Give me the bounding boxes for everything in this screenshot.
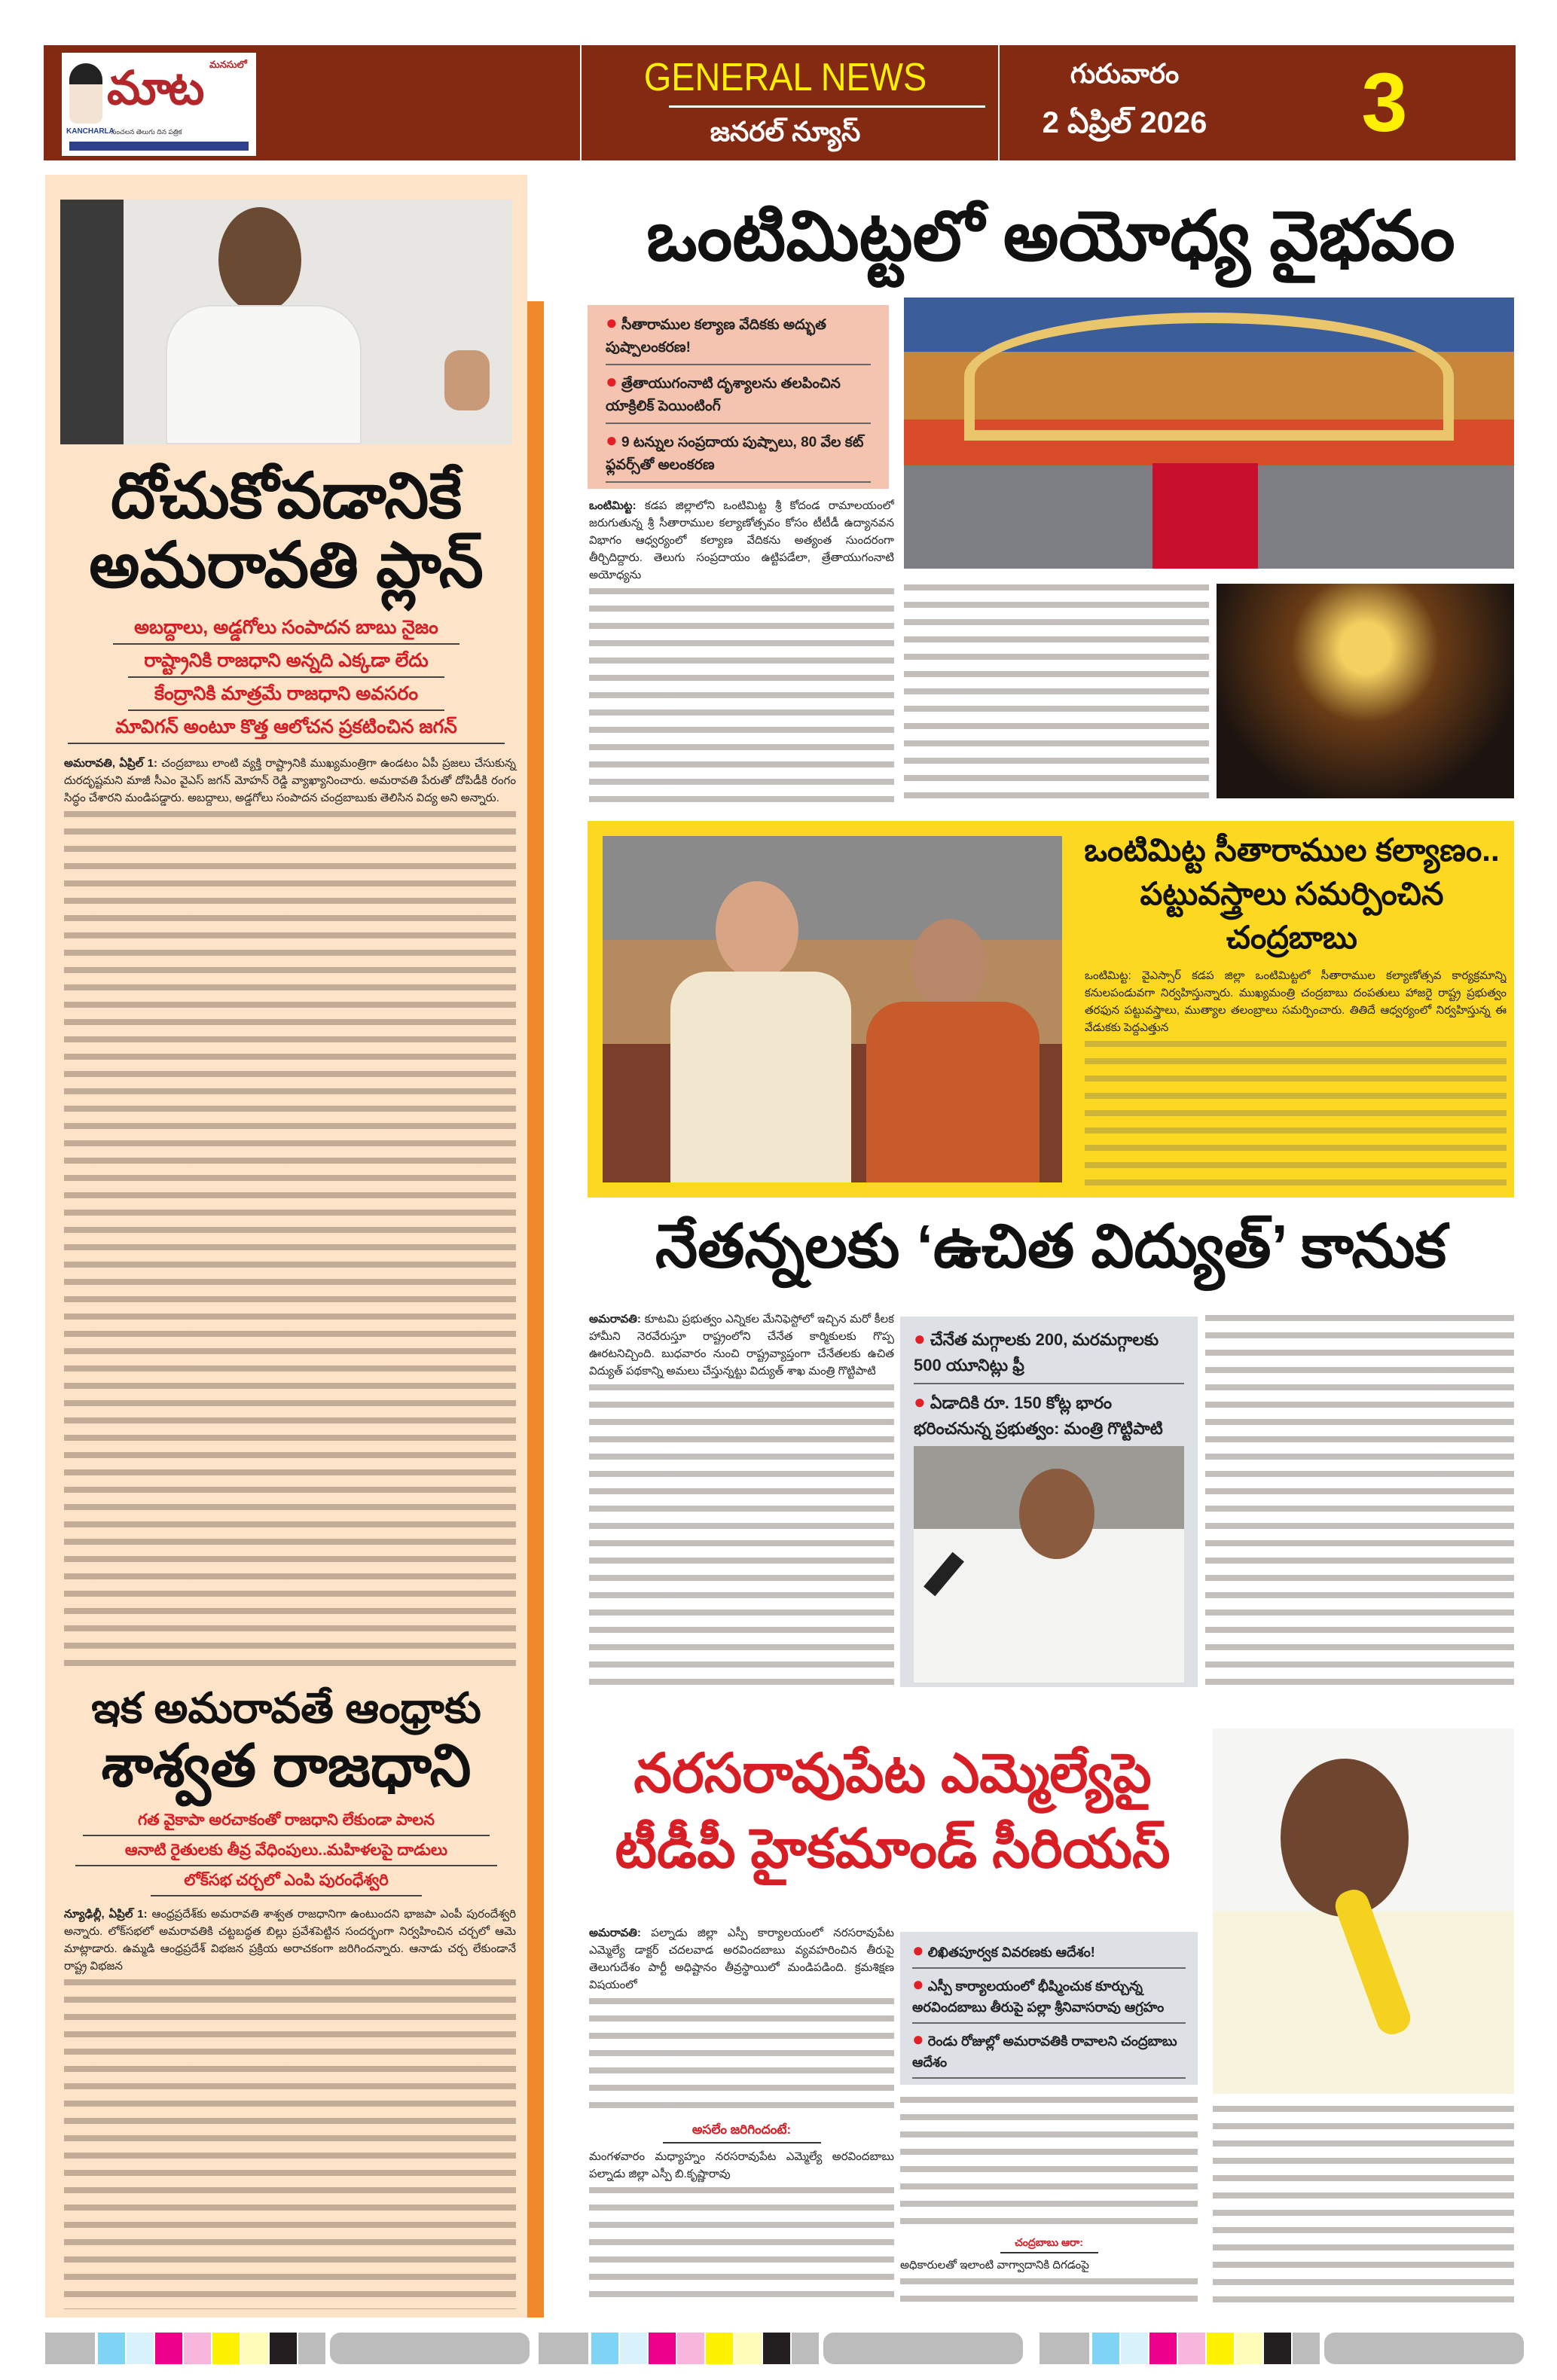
highlight-item	[606, 365, 871, 424]
article-text: మంగళవారం మధ్యాహ్నం నరసరావుపేట ఎమ్మెల్యే అరవిందబాబు పల్నాడు జిల్లా ఎస్పీ బి.కృష్ణారావు	[589, 2150, 894, 2180]
color-swatch	[734, 2333, 762, 2364]
color-swatch	[763, 2333, 790, 2364]
color-swatch	[1293, 2333, 1320, 2364]
yellow-story-column	[1077, 828, 1507, 1190]
highlight-text: ఏడాదికి రూ. 150 కోట్ల భారం భరించనున్న ప్రభుత్వం: మంత్రి గొట్టిపాటి	[914, 1393, 1163, 1438]
color-swatch	[155, 2333, 182, 2364]
article-text: ఆంధ్రప్రదేశ్‌కు అమరావతి శాశ్వత రాజధానిగా ఉంటుందని భాజపా ఎంపీ పురందేశ్వరి అన్నారు. లోక్‌సభలో అమరావతికి చట్టబద్ధత బిల్లు ప్రవేశపెట్టిన సందర్భంగా నిర్వహించిన చర్చలో ఆమె మాట్లాడారు. ఉమ్మడి ఆంధ్రప్రదేశ్ విభజన ప్రక్రియ అరాచకంగా జరిగిందన్నారు. ఆనాడు చర్చ లేకుండానే రాష్ట్ర విభజన	[64, 1908, 517, 1973]
color-swatch	[1121, 2333, 1148, 2364]
color-swatch	[127, 2333, 154, 2364]
subhead: అబద్దాలు, అడ్డగోలు సంపాదన బాబు నైజం	[113, 612, 459, 645]
left-story-1-body	[64, 755, 516, 807]
color-swatch	[98, 2333, 125, 2364]
article-text-lines	[900, 2092, 1198, 2230]
headline-line: ఇక అమరావతే ఆంధ్రాకు	[91, 1684, 481, 1732]
yellow-story-box	[588, 821, 1514, 1198]
color-swatch	[45, 2333, 95, 2364]
article-text: పల్నాడు జిల్లా ఎస్పీ కార్యాలయంలో నరసరావుపేట ఎమ్మెల్యే డాక్టర్ చదలవాడ అరవిందబాబు వ్యవహరించిన తీరుపై తెలుగుదేశం పార్టీ అధిష్టానం తీవ్రస్థాయిలో మండిపడింది. క్రమశిక్షణ విషయంలో	[589, 1927, 894, 1991]
weekday: గురువారం	[1070, 58, 1180, 89]
bullet-icon: ●	[914, 1327, 926, 1350]
article-text: కడప జిల్లాలోని ఒంటిమిట్ట శ్రీ కోదండ రామాలయంలో జరుగుతున్న శ్రీ సీతారాముల కల్యాణోత్సవం కోసం టీటీడీ ఉద్యానవన విభాగం ఆధ్వర్యంలో కల్యాణ వేదికను అత్యంత సుందరంగా తీర్చిదిద్దారు. తెలుగు సంప్రదాయం ఉట్టిపడేలా, త్రేతాయుగంనాటి అయోధ్యను	[589, 499, 894, 581]
color-swatch	[539, 2333, 588, 2364]
section-title-te: జనరల్ న్యూస్	[710, 116, 861, 147]
subhead: కేంద్రానికి మాత్రమే రాజధాని అవసరం	[128, 678, 444, 711]
bullet-icon: ●	[912, 2028, 924, 2050]
weavers-headline[interactable]: నేతన్నలకు ‘ఉచిత విద్యుత్’ కానుక	[655, 1213, 1447, 1280]
color-swatch	[1040, 2333, 1089, 2364]
logo-brand: KANCHARLA	[66, 127, 114, 136]
headline-line: శాశ్వత రాజధాని	[101, 1732, 472, 1799]
color-swatch	[1264, 2333, 1291, 2364]
kalyana-vedika-photo[interactable]	[904, 298, 1514, 569]
color-swatch	[1149, 2333, 1177, 2364]
highlight-item	[912, 1969, 1186, 2024]
article-text-lines	[1085, 1036, 1507, 1190]
divider	[998, 45, 1000, 160]
article-text-lines	[1213, 2101, 1514, 2308]
highlight-item	[912, 2024, 1186, 2079]
article-text-lines	[589, 1380, 894, 1687]
dateline: అమరావతి, ఏప్రిల్ 1:	[64, 757, 158, 770]
highlight-item	[914, 1321, 1184, 1384]
highlight-text: సీతారాముల కల్యాణ వేదికకు అద్భుత పుష్పాలంకరణ!	[606, 317, 826, 355]
logo-title: మాట	[107, 63, 202, 114]
article-text-lines	[64, 1975, 516, 2309]
masthead	[44, 45, 1516, 160]
illuminated-stage-photo[interactable]	[1217, 584, 1514, 798]
bullet-icon: ●	[914, 1390, 926, 1413]
subhead: అసలేం జరిగిందంటే:	[663, 2121, 821, 2144]
highlight-text: రెండు రోజుల్లో అమరావతికి రావాలని చంద్రబాబు ఆదేశం	[912, 2034, 1177, 2070]
article-text: కూటమి ప్రభుత్వం ఎన్నికల మేనిఫెస్టోలో ఇచ్చిన మరో కీలక హామీని నెరవేరుస్తూ రాష్ట్రంలోని చేనేత కార్మికులకు గొప్ప ఊరటనిచ్చింది. బుధవారం నుంచి రాష్ట్రవ్యాప్తంగా చేనేతలకు ఉచిత విద్యుత్ పథకాన్ని అమలు చేస్తున్నట్టు విద్యుత్ శాఖ మంత్రి గొట్టిపాటి	[589, 1313, 894, 1378]
article-text-lines	[1205, 1311, 1514, 1687]
grey-patch	[823, 2333, 1023, 2364]
main-story-column	[589, 497, 894, 810]
jagan-photo[interactable]	[60, 200, 512, 444]
article-text: చంద్రబాబు లాంటి వ్యక్తి రాష్ట్రానికి ముఖ్యమంత్రిగా ఉండటం ఏపీ ప్రజలు చేసుకున్న దురదృష్టమని మాజీ సీఎం వైఎస్ జగన్ మోహన్ రెడ్డి వ్యాఖ్యానించారు. అమరావతి పేరుతో దోపిడీకి రంగం సిద్ధం చేశారని మండిపడ్డారు. అబద్దాలు, అడ్డగోలు సంపాదన చంద్రబాబుకు తెలిసిన విద్య అని అన్నారు.	[64, 757, 517, 804]
headline-line: నరసరావుపేట ఎమ్మెల్యేపై	[633, 1744, 1152, 1804]
page-number: 3	[1361, 56, 1408, 149]
color-swatch	[1235, 2333, 1262, 2364]
left-story-2-body	[64, 1906, 516, 1975]
article-text-lines	[589, 1994, 894, 2115]
subhead: రాష్ట్రానికి రాజధాని అన్నది ఎక్కడా లేదు	[128, 645, 444, 678]
highlight-item	[914, 1384, 1184, 1446]
left-subheads-2	[53, 1806, 520, 1896]
bullet-icon: ●	[606, 311, 618, 334]
left-story-2	[53, 1684, 520, 2309]
orange-stripe	[527, 301, 544, 2317]
mla-headline[interactable]	[588, 1736, 1198, 1887]
article-text-lines	[589, 2183, 894, 2308]
weavers-body	[589, 1311, 894, 1380]
highlight-text: లిఖితపూర్వక వివరణకు ఆదేశం!	[927, 1945, 1095, 1960]
color-swatch	[1207, 2333, 1234, 2364]
dateline: న్యూఢిల్లీ, ఏప్రిల్ 1:	[64, 1908, 148, 1921]
subhead: చంద్రబాబు ఆరా:	[1000, 2235, 1098, 2253]
left-story-1	[53, 461, 520, 1677]
article-text-lines	[64, 807, 516, 1677]
issue-date: 2 ఏప్రిల్ 2026	[1042, 106, 1207, 139]
aravindababu-photo[interactable]	[1213, 1729, 1514, 2094]
headline-line: దోచుకోవడానికే	[110, 461, 463, 531]
logo-tagline: సంచలన తెలుగు దిన పత్రిక	[111, 128, 182, 136]
highlight-item	[606, 424, 871, 483]
mla-column	[589, 1924, 894, 2308]
subhead: మావిగన్ అంటూ కొత్త ఆలోచన ప్రకటించిన జగన్	[68, 711, 505, 744]
headline-line: టీడీపీ హైకమాండ్ సీరియస్	[615, 1819, 1171, 1879]
highlight-text: చేనేత మగ్గాలకు 200, మరమగ్గాలకు 500 యూనిట్లు ఫ్రీ	[914, 1330, 1159, 1375]
article-text-lines	[900, 2274, 1198, 2308]
dateline: అమరావతి:	[589, 1313, 641, 1326]
yellow-story-headline[interactable]: ఒంటిమిట్ట సీతారాముల కల్యాణం.. పట్టువస్త్రాలు సమర్పించిన చంద్రబాబు	[1084, 832, 1500, 955]
founder-portrait-icon	[69, 63, 102, 124]
left-headline-2[interactable]	[53, 1684, 520, 1799]
section-title-en: GENERAL NEWS	[643, 56, 927, 99]
weavers-highlights-box	[900, 1317, 1198, 1687]
left-headline-1[interactable]	[53, 461, 520, 600]
weavers-column	[589, 1311, 894, 1687]
color-swatch	[792, 2333, 819, 2364]
headline-line: అమరావతి ప్లాన్	[89, 529, 484, 600]
color-swatch	[270, 2333, 297, 2364]
newspaper-logo[interactable]	[62, 53, 256, 156]
color-swatch	[298, 2333, 325, 2364]
section-rule	[669, 105, 985, 108]
main-headline[interactable]: ఒంటిమిట్టలో అయోధ్య వైభవం	[646, 198, 1455, 275]
highlight-item	[912, 1935, 1186, 1969]
bullet-icon: ●	[606, 370, 618, 392]
dateline: ఒంటిమిట్ట:	[589, 499, 637, 512]
left-subheads-1	[53, 612, 520, 744]
color-swatch	[1178, 2333, 1205, 2364]
color-swatch	[591, 2333, 618, 2364]
logo-underline	[69, 142, 249, 151]
minister-gottipati-photo[interactable]	[914, 1446, 1184, 1683]
main-story-body	[589, 497, 894, 584]
color-swatch	[241, 2333, 268, 2364]
highlight-text: త్రేతాయుగంనాటి దృశ్యాలను తలపించిన యాక్రిలిక్ పెయింటింగ్	[606, 376, 841, 414]
subhead: ఆనాటి రైతులకు తీవ్ర వేధింపులు..మహిళలపై దాడులు	[75, 1836, 497, 1866]
article-text: అధికారులతో ఇలాంటి వాగ్వాదానికి దిగడంపై	[900, 2259, 1089, 2272]
color-swatch	[706, 2333, 733, 2364]
print-color-bar	[45, 2333, 1514, 2364]
highlight-item	[606, 307, 871, 365]
bullet-icon: ●	[606, 429, 618, 451]
mla-highlights-box	[900, 1932, 1198, 2085]
article-text-lines	[589, 584, 894, 810]
grey-patch	[1324, 2333, 1524, 2364]
highlights-box	[588, 305, 889, 489]
mla-middle-column	[900, 1932, 1198, 2308]
color-swatch	[649, 2333, 676, 2364]
bullet-icon: ●	[912, 1973, 924, 1995]
color-swatch	[677, 2333, 704, 2364]
chandrababu-photo[interactable]	[603, 836, 1062, 1182]
color-swatch	[184, 2333, 211, 2364]
subhead: లోక్‌సభ చర్చలో ఎంపి పురంధేశ్వరి	[151, 1866, 422, 1896]
bullet-icon: ●	[912, 1939, 924, 1961]
highlight-text: ఎస్పీ కార్యాలయంలో భీష్మించుక కూర్చున్న అరవిందబాబు తీరుపై పల్లా శ్రీనివాసరావు ఆగ్రహం	[912, 1979, 1165, 2015]
article-text-lines	[904, 580, 1209, 798]
mla-body	[589, 1924, 894, 1994]
subhead: గత వైకాపా అరచాకంతో రాజధాని లేకుండా పాలన	[83, 1806, 490, 1836]
dateline: అమరావతి:	[589, 1927, 641, 1939]
article-text: ఒంటిమిట్ట: వైఎస్సార్ కడప జిల్లా ఒంటిమిట్టలో సీతారాముల కల్యాణోత్సవ కార్యక్రమాన్ని కనులపండువగా నిర్వహిస్తున్నారు. ముఖ్యమంత్రి చంద్రబాబు దంపతులు హాజరై రాష్ట్ర ప్రభుత్వం తరఫున పట్టువస్త్రాలు, ముత్యాల తలంబ్రాలు సమర్పించారు. తితిదే ఆధ్వర్యంలో నిర్వహిస్తున్న ఈ వేడుకకు పెద్దఎత్తున	[1085, 969, 1507, 1034]
color-swatch	[1092, 2333, 1119, 2364]
color-swatch	[620, 2333, 647, 2364]
grey-patch	[330, 2333, 530, 2364]
color-swatch	[212, 2333, 240, 2364]
highlight-text: 9 టన్నుల సంప్రదాయ పుష్పాలు, 80 వేల కట్ ఫ్లవర్స్‌తో అలంకరణ	[606, 435, 864, 473]
logo-prefix: మనసులో	[209, 59, 247, 70]
